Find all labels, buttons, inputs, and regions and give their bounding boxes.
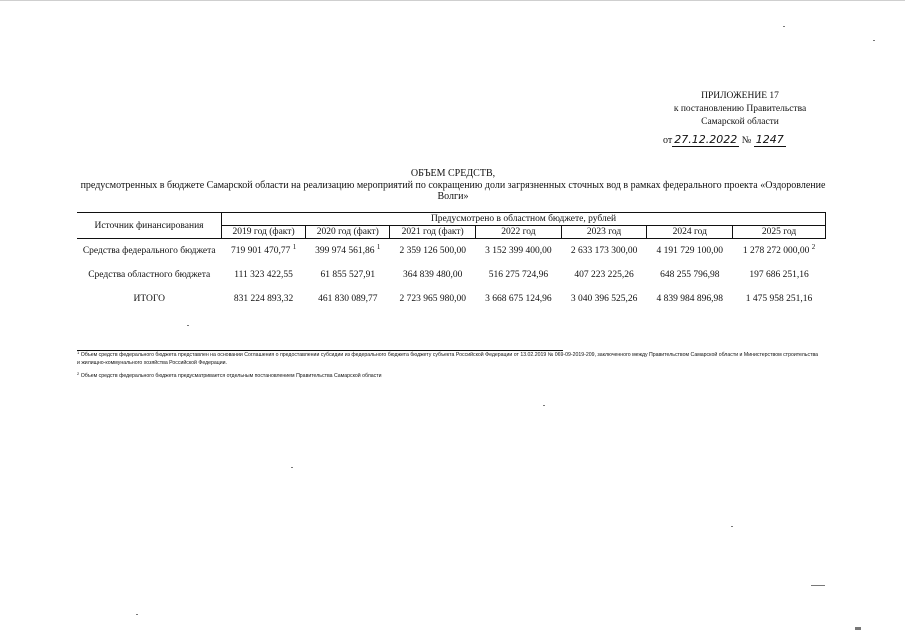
scan-top-edge (0, 0, 905, 1)
scan-speck (291, 467, 293, 468)
decree-date-handwritten: 27.12.2022 (674, 133, 738, 146)
table-cell: 197 686 251,16 (749, 270, 809, 280)
table-cell: 4 191 729 100,00 (656, 246, 723, 256)
table-cell: 364 839 480,00 (403, 270, 463, 280)
appendix-number: ПРИЛОЖЕНИЕ 17 (701, 91, 779, 101)
table-cell: 4 839 984 896,98 (656, 294, 723, 304)
year-header: 2019 год (факт) (222, 226, 306, 239)
title-heading: ОБЪЕМ СРЕДСТВ, (410, 168, 496, 179)
footnote-text: Объем средств федерального бюджета предусматривается отдельным постановлением Правительства Самарской области (80, 373, 382, 379)
document-title (80, 168, 826, 203)
table-cell: 61 855 527,91 (320, 270, 376, 280)
table-cell: 2 633 173 300,00 (570, 246, 638, 256)
year-header: 2023 год (561, 226, 647, 239)
table-row-regional (77, 263, 826, 287)
footnote-text: Объем средств федерального бюджета представлен на основании Соглашения о предоставлении субсидии из федерального бюджета бюджету субъекта Российской Федерации от 13.02.2019 № 069-09-2019-209, заключенного между Правительством Самарской области и Министерством строительства и жилищно-коммунального хозяйства Российской Федерации. (77, 352, 819, 366)
table-cell: 3 040 396 525,26 (570, 294, 638, 304)
year-header: 2022 год (476, 226, 562, 239)
table-cell: 461 830 089,77 (318, 294, 378, 304)
footnote-mark: 2 (77, 371, 80, 376)
row-label: ИТОГО (133, 294, 165, 304)
table-cell: 407 223 225,26 (574, 270, 634, 280)
footnote-ref: 1 (376, 243, 381, 251)
scan-speck (136, 614, 138, 615)
table-cell: 2 723 965 980,00 (399, 294, 466, 304)
appendix-region: Самарской области (701, 117, 779, 127)
year-header: 2020 год (факт) (306, 226, 390, 239)
appendix-decree-ref: к постановлению Правительства (673, 104, 807, 114)
table-row-total (77, 287, 826, 311)
scan-speck (855, 627, 861, 630)
table-cell: 648 255 796,98 (660, 270, 720, 280)
table-cell: 516 275 724,96 (488, 270, 549, 280)
table-cell: 399 974 561,86 $^1$ (315, 243, 381, 256)
table-row-federal (77, 239, 826, 264)
table-cell: 1 278 272 000,00 $^2$ (742, 243, 816, 256)
budget-group-header: Предусмотрено в областном бюджете, рублей (222, 213, 826, 226)
scan-speck (543, 405, 545, 406)
footnote-ref: 1 (292, 243, 297, 251)
footnote-1 (77, 352, 822, 367)
table-cell: 831 224 893,32 (233, 294, 294, 304)
footnote-ref: 2 (811, 243, 816, 251)
scan-speck (731, 526, 733, 527)
footnote-mark: 1 (77, 350, 80, 355)
decree-number-label: № (741, 135, 752, 146)
scan-speck (783, 26, 785, 27)
decree-date-number (663, 133, 786, 146)
table-cell: 3 152 399 400,00 (485, 246, 552, 256)
funding-table (77, 212, 826, 311)
table-cell: 1 475 958 251,16 (745, 294, 813, 304)
year-header: 2025 год (733, 226, 826, 239)
table-cell: 3 668 675 124,96 (485, 294, 552, 304)
footnote-divider (77, 350, 563, 351)
table-cell: 111 323 422,55 (234, 270, 293, 280)
row-label: Средства областного бюджета (88, 270, 211, 280)
table-cell: 2 359 126 500,00 (399, 246, 466, 256)
table-cell: 719 901 470,77 $^1$ (230, 243, 297, 256)
scan-speck (873, 40, 875, 41)
title-description: предусмотренных в бюджете Самарской области на реализацию мероприятий по сокращению доли загрязненных сточных вод в рамках федерального проекта «Оздоровление Волги» (80, 179, 826, 202)
appendix-header (640, 90, 840, 129)
year-header: 2021 год (факт) (390, 226, 476, 239)
scan-speck (187, 325, 189, 326)
scan-speck (811, 585, 825, 586)
source-column-header: Источник финансирования (77, 213, 222, 239)
footnote-2 (77, 373, 822, 381)
row-label: Средства федерального бюджета (82, 246, 216, 256)
decree-number-handwritten: 1247 (755, 133, 784, 146)
year-header: 2024 год (647, 226, 733, 239)
decree-from-label: от (663, 135, 673, 146)
